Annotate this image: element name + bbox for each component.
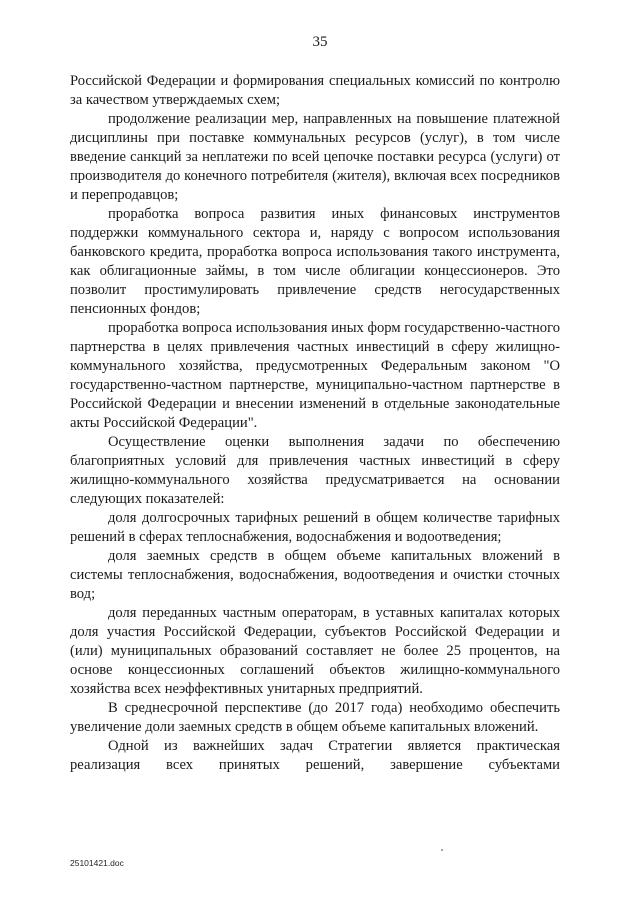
paragraph: доля переданных частным операторам, в уставных капиталах которых доля участия Российской Федерации, субъектов Российской Федерации и (или) муниципальных образований составляет не более 25 процентов, на основе концессионных соглашений объектов жилищно-коммунального хозяйства всех неэффективных унитарных предприятий. [70,605,560,697]
paragraph: проработка вопроса развития иных финансовых инструментов поддержки коммунального сектора и, наряду с вопросом использования банковского кредита, проработка вопроса использования такого инструмента, как облигационные займы, в том числе облигации концессионеров. Это позволит простимулировать привлечение средств негосударственных пенсионных фондов; [70,206,560,317]
paragraph: продолжение реализации мер, направленных на повышение платежной дисциплины при поставке коммунальных ресурсов (услуг), в том числе введение санкций за неплатежи по всей цепочке поставки ресурса (услуги) от производителя до конечного потребителя (жителя), включая всех посредников и перепродавцов; [70,111,560,203]
document-body [70,72,560,775]
footer-file-code: 25101421.doc [70,858,124,868]
paragraph: Осуществление оценки выполнения задачи по обеспечению благоприятных условий для привлечения частных инвестиций в сферу жилищно-коммунального хозяйства предусматривается на основании следующих показателей: [70,434,560,507]
paragraph: доля заемных средств в общем объеме капитальных вложений в системы теплоснабжения, водоснабжения, водоотведения и очистки сточных вод; [70,548,560,602]
paragraph: В среднесрочной перспективе (до 2017 года) необходимо обеспечить увеличение доли заемных средств в общем объеме капитальных вложений. [70,700,560,735]
paragraph: Одной из важнейших задач Стратегии является практическая реализация всех принятых решений, завершение субъектами [70,738,560,773]
paragraph: доля долгосрочных тарифных решений в общем количестве тарифных решений в сферах теплоснабжения, водоснабжения и водоотведения; [70,510,560,545]
scan-dot-mark [441,849,443,851]
paragraph: проработка вопроса использования иных форм государственно-частного партнерства в целях привлечения частных инвестиций в сферу жилищно-коммунального хозяйства, предусмотренных Федеральным законом "О государственно-частном партнерстве, муниципально-частном партнерстве в Российской Федерации и внесении изменений в отдельные законодательные акты Российской Федерации". [70,320,560,431]
paragraph: Российской Федерации и формирования специальных комиссий по контролю за качеством утверждаемых схем; [70,73,560,108]
page-number: 35 [312,34,328,50]
